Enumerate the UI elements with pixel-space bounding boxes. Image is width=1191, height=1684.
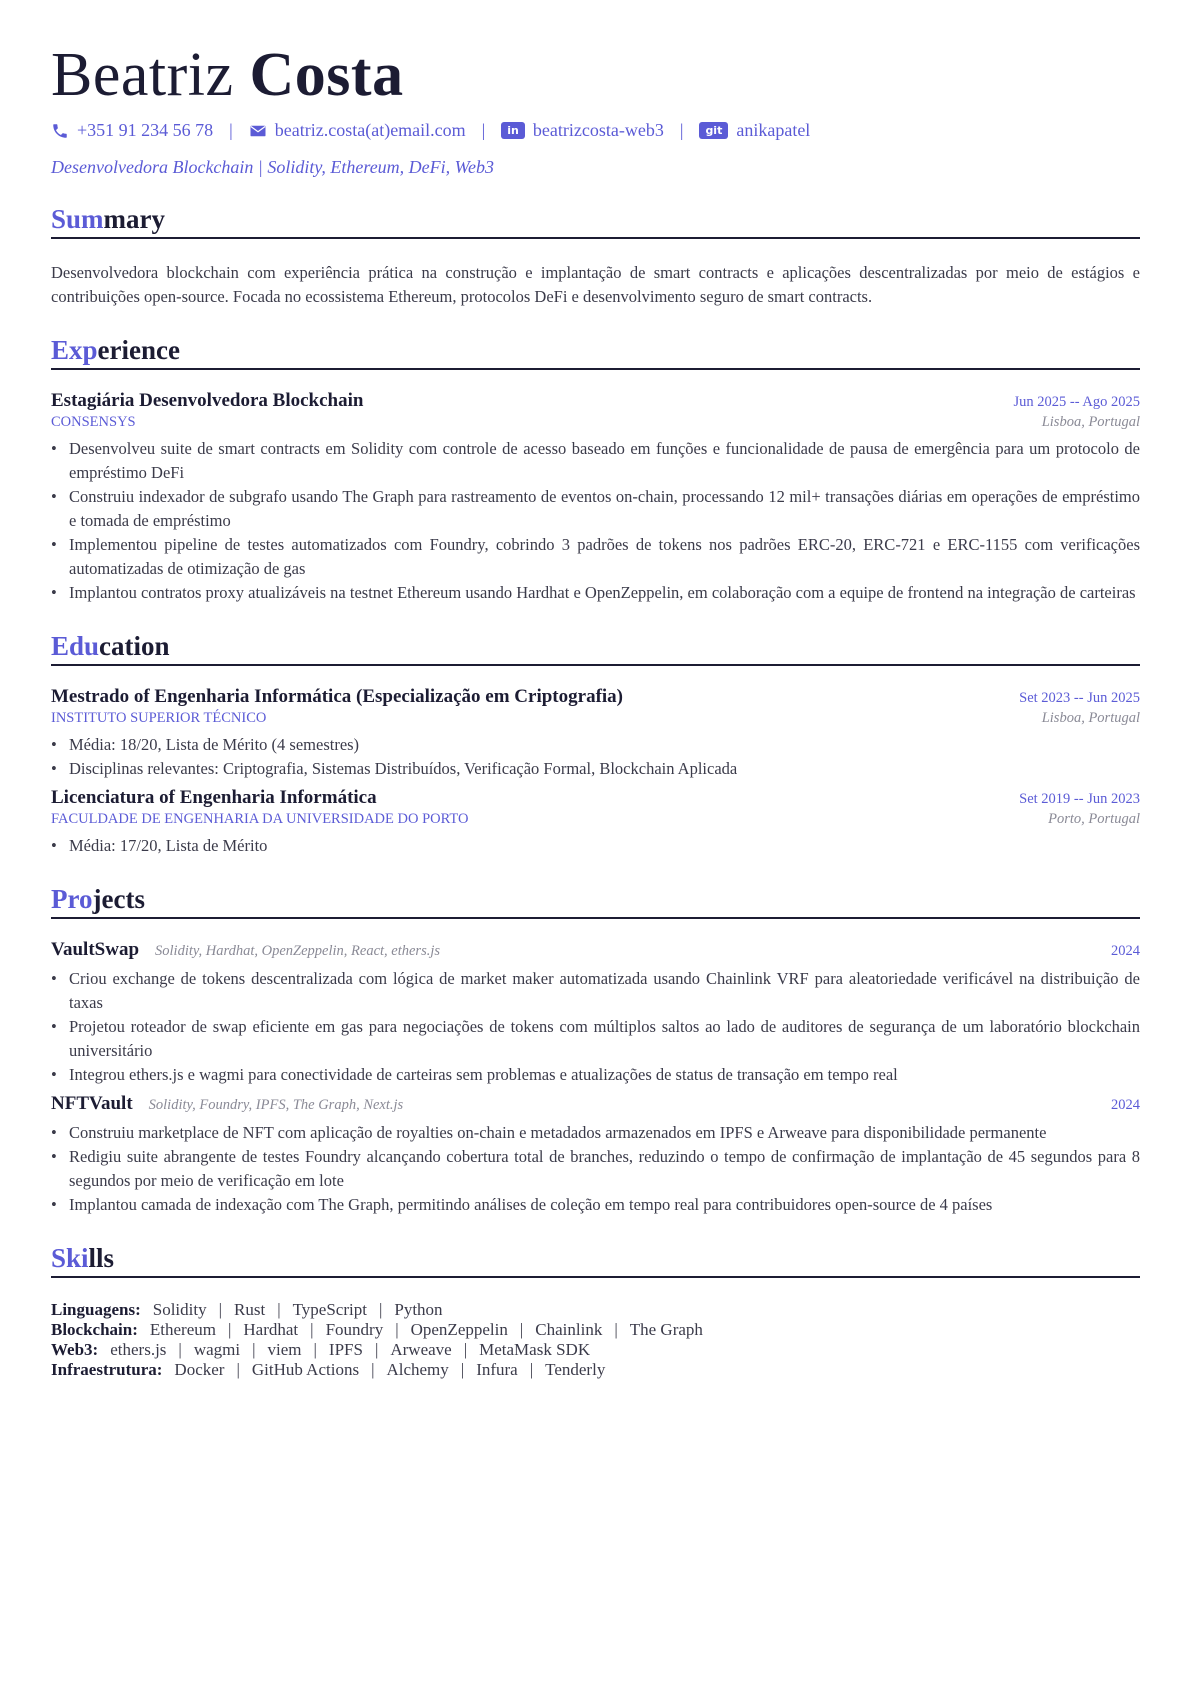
skill-item: Alchemy — [386, 1360, 449, 1380]
bullet-list — [51, 733, 1140, 781]
skill-separator: | — [460, 1360, 465, 1380]
skill-row — [51, 1340, 1140, 1360]
skill-item: OpenZeppelin — [410, 1320, 508, 1340]
bullet-list — [51, 834, 1140, 858]
phone-contact[interactable] — [51, 120, 213, 141]
list-item: • Construiu marketplace de NFT com aplicação de royalties on-chain e metadados armazenados em IPFS e Arweave para disponibilidade permanente — [69, 1121, 1140, 1145]
skill-item: Python — [394, 1300, 443, 1320]
skills-list — [51, 1300, 1140, 1380]
contact-separator: | — [229, 120, 233, 140]
skill-separator: | — [529, 1360, 534, 1380]
degree-title: Licenciatura of Engenharia Informática — [51, 787, 377, 809]
skill-separator: | — [614, 1320, 618, 1340]
skill-item: Chainlink — [535, 1320, 603, 1340]
project-year: 2024 — [1111, 1097, 1140, 1114]
list-item: • Redigiu suite abrangente de testes Foundry alcançando cobertura total de branches, reduzindo o tempo de confirmação de implantação de 45 segundos para 8 segundos por meio de verificação em lote — [69, 1145, 1140, 1193]
bullet-list — [51, 967, 1140, 1087]
job-title: Estagiária Desenvolvedora Blockchain — [51, 390, 364, 412]
institution: INSTITUTO SUPERIOR TÉCNICO — [51, 710, 267, 727]
skill-separator: | — [313, 1340, 317, 1360]
project-name: NFTVault — [51, 1093, 133, 1115]
project-entry — [51, 1093, 1140, 1217]
skill-row — [51, 1320, 1140, 1340]
summary-text: Desenvolvedora blockchain com experiência prática na construção e implantação de smart contracts e aplicações descentralizadas por meio de estágios e contribuições open-source. Focada no ecossistema Ethereum, protocolos DeFi e desenvolvimento seguro de smart contracts. — [51, 263, 1140, 307]
linkedin-icon: in — [501, 122, 525, 139]
institution: FACULDADE DE ENGENHARIA DA UNIVERSIDADE DO PORTO — [51, 811, 469, 828]
email-text: beatriz.costa(at)email.com — [274, 120, 466, 140]
skill-item: Solidity — [152, 1300, 207, 1320]
section-title: Summary — [51, 204, 1140, 239]
location: Lisboa, Portugal — [1041, 710, 1140, 727]
list-item: • Projetou roteador de swap eficiente em gas para negociações de tokens com múltiplos saltos ao lado de auditores de segurança de um laboratório blockchain universitário — [69, 1015, 1140, 1063]
contact-separator: | — [481, 120, 486, 140]
github-text: anikapatel — [736, 120, 811, 140]
skills-section — [51, 1243, 1140, 1380]
last-name: Costa — [249, 41, 404, 109]
skill-item: viem — [267, 1340, 302, 1360]
skill-separator: | — [395, 1320, 399, 1340]
location: Lisboa, Portugal — [1041, 414, 1140, 431]
skill-separator: | — [374, 1340, 379, 1360]
skill-item: wagmi — [193, 1340, 241, 1360]
email-contact[interactable] — [249, 120, 466, 141]
bullet-list — [51, 437, 1140, 605]
contact-separator: | — [679, 120, 684, 140]
skill-item: Infura — [476, 1360, 518, 1380]
skill-separator: | — [519, 1320, 524, 1340]
skill-item: ethers.js — [110, 1340, 167, 1360]
skill-separator: | — [277, 1300, 281, 1320]
phone-icon — [51, 122, 69, 140]
project-entry — [51, 939, 1140, 1087]
skill-separator: | — [371, 1360, 375, 1380]
skill-separator: | — [252, 1340, 256, 1360]
envelope-icon — [249, 122, 267, 140]
skill-category: Linguagens: — [51, 1300, 141, 1320]
skill-item: Ethereum — [149, 1320, 216, 1340]
section-title: Education — [51, 631, 1140, 666]
list-item: • Integrou ethers.js e wagmi para conectividade de carteiras sem problemas e atualizações de status de transação em tempo real — [69, 1063, 1140, 1087]
skill-separator: | — [236, 1360, 240, 1380]
skill-item: Tenderly — [545, 1360, 606, 1380]
skill-separator: | — [463, 1340, 468, 1360]
list-item: • Implementou pipeline de testes automatizados com Foundry, cobrindo 3 padrões de tokens nos padrões ERC-20, ERC-721 e ERC-1155 com verificações automatizadas de otimização de gas — [69, 533, 1140, 581]
project-tech: Solidity, Hardhat, OpenZeppelin, React, ethers.js — [155, 943, 441, 960]
linkedin-text: beatrizcosta-web3 — [532, 120, 664, 140]
section-title: Experience — [51, 335, 1140, 370]
education-entry — [51, 787, 1140, 858]
experience-entry — [51, 390, 1140, 605]
project-name: VaultSwap — [51, 939, 140, 961]
skill-separator: | — [178, 1340, 182, 1360]
skill-item: TypeScript — [292, 1300, 367, 1320]
list-item: • Disciplinas relevantes: Criptografia, Sistemas Distribuídos, Verificação Formal, Blockchain Aplicada — [69, 757, 1140, 781]
skill-item: Arweave — [390, 1340, 452, 1360]
section-title: Projects — [51, 884, 1140, 919]
skill-category: Blockchain: — [51, 1320, 138, 1340]
skill-item: IPFS — [328, 1340, 363, 1360]
list-item: • Construiu indexador de subgrafo usando The Graph para rastreamento de eventos on-chain, processando 12 mil+ transações diárias em operações de empréstimo e tomada de empréstimo — [69, 485, 1140, 533]
date-range: Jun 2025 -- Ago 2025 — [1013, 394, 1140, 411]
list-item: • Desenvolveu suite de smart contracts em Solidity com controle de acesso baseado em funções e funcionalidade de pausa de emergência para um protocolo de empréstimo DeFi — [69, 437, 1140, 485]
summary-section — [51, 204, 1140, 309]
education-section — [51, 631, 1140, 858]
bullet-list — [51, 1121, 1140, 1217]
contact-bar — [51, 120, 1140, 141]
first-name: Beatriz — [51, 41, 234, 109]
list-item: • Criou exchange de tokens descentralizada com lógica de market maker automatizada usando Chainlink VRF para aleatoriedade verificável na distribuição de taxas — [69, 967, 1140, 1015]
skill-item: The Graph — [629, 1320, 703, 1340]
location: Porto, Portugal — [1048, 811, 1140, 828]
github-contact[interactable] — [699, 120, 810, 141]
date-range: Set 2023 -- Jun 2025 — [1019, 690, 1140, 707]
skill-item: Hardhat — [243, 1320, 299, 1340]
date-range: Set 2019 -- Jun 2023 — [1019, 791, 1140, 808]
candidate-name — [51, 41, 1140, 109]
linkedin-contact[interactable] — [501, 120, 664, 141]
skill-row — [51, 1360, 1140, 1380]
list-item: • Implantou contratos proxy atualizáveis na testnet Ethereum usando Hardhat e OpenZeppelin, em colaboração com a equipe de frontend na integração de carteiras — [69, 581, 1140, 605]
organization: CONSENSYS — [51, 414, 136, 431]
tagline: Desenvolvedora Blockchain | Solidity, Ethereum, DeFi, Web3 — [51, 157, 494, 177]
skill-category: Infraestrutura: — [51, 1360, 163, 1380]
skill-separator: | — [228, 1320, 232, 1340]
skill-item: Docker — [174, 1360, 225, 1380]
list-item: • Média: 18/20, Lista de Mérito (4 semestres) — [69, 733, 1140, 757]
skill-item: GitHub Actions — [251, 1360, 360, 1380]
skill-separator: | — [378, 1300, 383, 1320]
list-item: • Média: 17/20, Lista de Mérito — [69, 834, 1140, 858]
skill-category: Web3: — [51, 1340, 99, 1360]
skill-separator: | — [218, 1300, 223, 1320]
projects-section — [51, 884, 1140, 1217]
skill-item: Rust — [234, 1300, 266, 1320]
phone-text: +351 91 234 56 78 — [77, 120, 214, 140]
skill-row — [51, 1300, 1140, 1320]
experience-section — [51, 335, 1140, 605]
skill-separator: | — [310, 1320, 314, 1340]
degree-title: Mestrado of Engenharia Informática (Especialização em Criptografia) — [51, 686, 624, 708]
skill-item: Foundry — [325, 1320, 384, 1340]
git-icon: git — [699, 122, 728, 139]
education-entry — [51, 686, 1140, 781]
project-tech: Solidity, Foundry, IPFS, The Graph, Next.js — [148, 1097, 404, 1114]
section-title: Skills — [51, 1243, 1140, 1278]
skill-item: MetaMask SDK — [479, 1340, 591, 1360]
list-item: • Implantou camada de indexação com The Graph, permitindo análises de coleção em tempo real para contribuidores open-source de 4 países — [69, 1193, 1140, 1217]
project-year: 2024 — [1111, 943, 1140, 960]
